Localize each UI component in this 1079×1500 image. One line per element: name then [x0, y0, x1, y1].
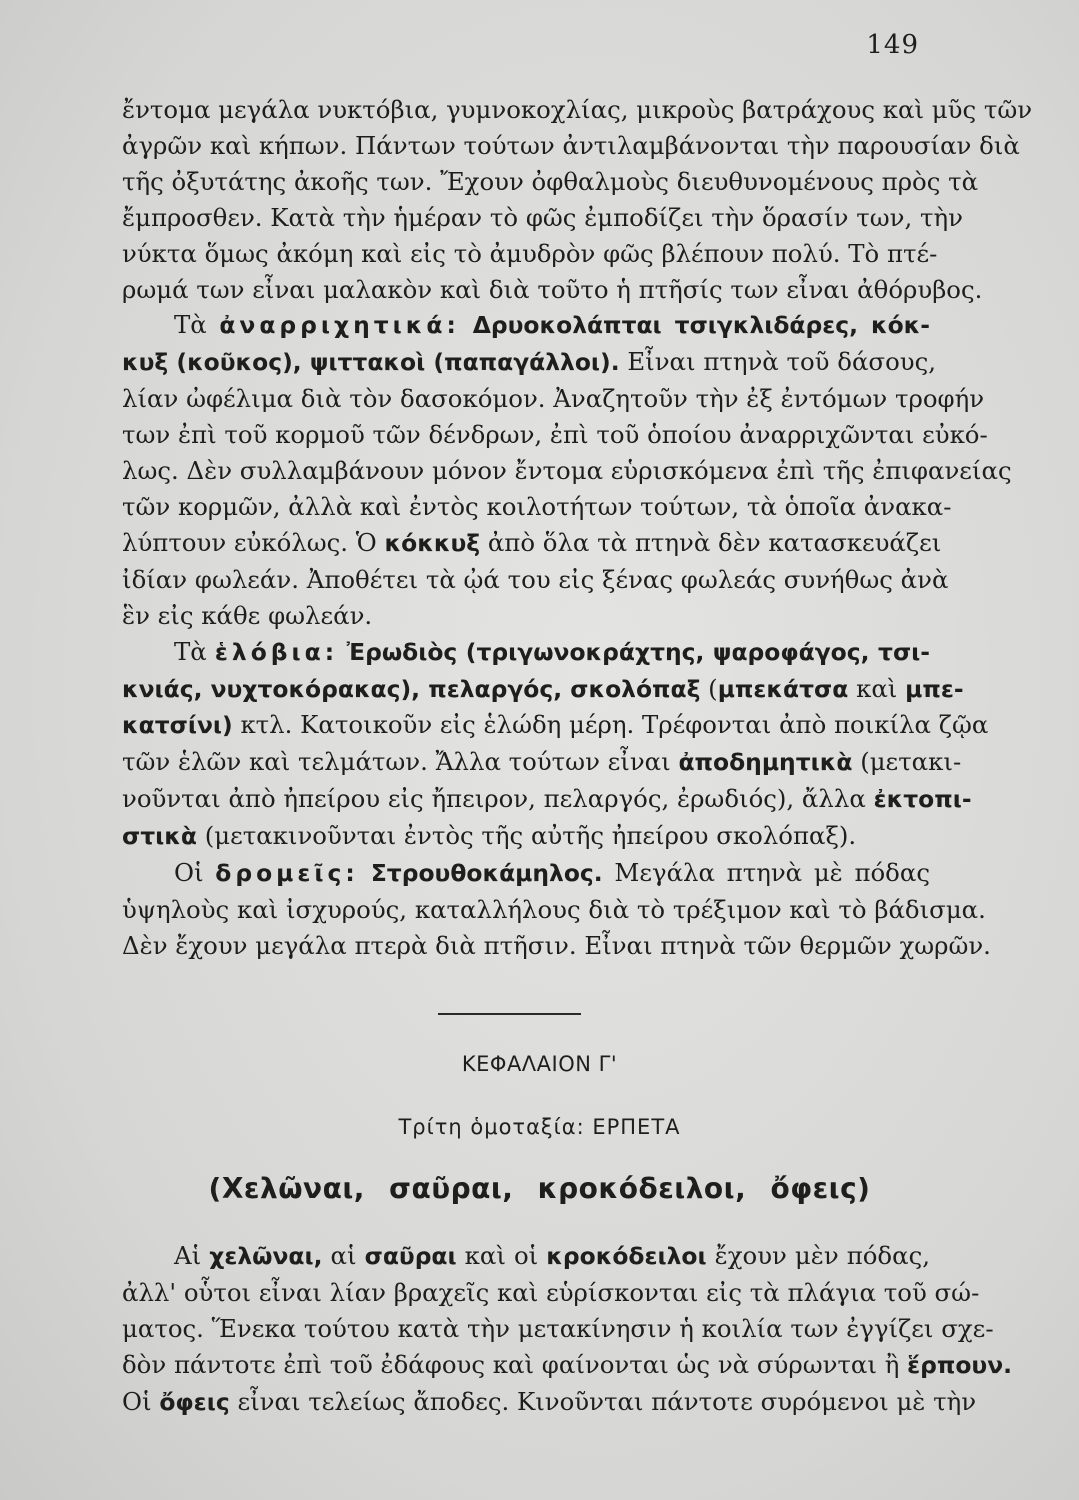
text-run: καὶ	[848, 673, 906, 703]
text-line	[122, 344, 936, 381]
text-run: Εἶναι πτηνὰ τοῦ δάσους,	[619, 347, 936, 377]
term-bold: ἑλόβια:	[214, 637, 339, 666]
text-run: αἱ	[322, 1241, 365, 1270]
text-line: ἀλλ' οὗτοι εἶναι λίαν βραχεῖς καὶ εὑρίσκονται εἰς τὰ πλάγια τοῦ σώ-	[122, 1277, 980, 1307]
body-text-upper	[122, 92, 1033, 964]
text-run: Τὰ	[174, 636, 215, 666]
text-line	[122, 634, 930, 671]
section-divider	[438, 1013, 581, 1015]
text-line	[122, 818, 930, 855]
text-run: (μετακινοῦνται ἐντὸς τῆς αὐτῆς ἠπείρου σκολόπαξ).	[196, 821, 857, 851]
text-line	[122, 781, 972, 818]
term-bold: κατσίνι)	[122, 711, 233, 740]
term-bold: κυξ (κοῦκος), ψιττακοὶ (παπαγάλλοι).	[122, 348, 620, 377]
text-line	[122, 1384, 977, 1421]
term-bold: μπε-	[905, 674, 964, 703]
text-line: ἰδίαν φωλεάν. Ἀποθέτει τὰ ᾠά του εἰς ξένας φωλεάς συνήθως ἀνὰ	[122, 564, 949, 594]
text-run: νοῦνται ἀπὸ ἠπείρου εἰς ἤπειρον, πελαργός, ἐρωδιός), ἄλλα	[122, 784, 874, 814]
text-run: Αἱ	[174, 1241, 210, 1270]
text-run: (μετακι-	[852, 747, 962, 777]
text-run: εἶναι τελείως ἄποδες. Κινοῦνται πάντοτε συρόμενοι μὲ τὴν	[229, 1386, 977, 1416]
term-bold: Ἐρωδιὸς (τριγωνοκράχτης, ψαροφάγος, τσι-	[338, 637, 930, 666]
text-line: ρωμά των εἶναι μαλακὸν καὶ διὰ τοῦτο ἡ πτῆσίς των εἶναι ἀθόρυβος.	[122, 274, 983, 304]
text-run: κτλ. Κατοικοῦν εἰς ἑλώδη μέρη. Τρέφονται ἀπὸ ποικίλα ζῷα	[232, 710, 989, 740]
text-line: ἓν εἰς κάθε φωλεάν.	[122, 600, 373, 630]
chapter-title: ΚΕΦΑΛΑΙΟΝ Γ'	[461, 1052, 618, 1076]
text-line	[122, 525, 942, 562]
text-line: ὑψηλοὺς καὶ ἰσχυρούς, καταλλήλους διὰ τὸ τρέξιμον καὶ τὸ βάδισμα.	[122, 894, 986, 924]
term-bold: ἐκτοπι-	[873, 785, 972, 814]
text-line	[122, 744, 962, 781]
text-run: τῶν ἑλῶν καὶ τελμάτων. Ἄλλα τούτων εἶναι	[122, 747, 679, 777]
text-line: λίαν ὠφέλιμα διὰ τὸν δασοκόμον. Ἀναζητοῦν τὴν ἐξ ἐντόμων τροφήν	[122, 384, 985, 414]
text-run: λύπτουν εὐκόλως. Ὁ	[122, 527, 385, 557]
text-line	[122, 707, 989, 744]
term-bold: σαῦραι	[364, 1242, 457, 1270]
term-bold: μπεκάτσα	[717, 674, 849, 703]
term-bold: κνιάς, νυχτοκόρακας), πελαργός, σκολόπαξ	[122, 674, 701, 703]
text-line	[122, 307, 930, 344]
chapter-heading: (Χελῶναι, σαῦραι, κροκόδειλοι, ὄφεις)	[208, 1172, 871, 1205]
text-line: ἔντομα μεγάλα νυκτόβια, γυμνοκοχλίας, μικροὺς βατράχους καὶ μῦς τῶν	[122, 95, 1033, 124]
text-line	[122, 855, 930, 892]
text-run: δὸν πάντοτε ἐπὶ τοῦ ἐδάφους καὶ φαίνονται ὡς νὰ σύρωνται ἢ	[122, 1349, 908, 1379]
term-bold: κόκκυξ	[384, 528, 481, 557]
text-line	[122, 1238, 930, 1275]
text-line: των ἐπὶ τοῦ κορμοῦ τῶν δένδρων, ἐπὶ τοῦ ὁποίου ἀναρριχῶνται εὐκό-	[122, 420, 988, 450]
text-line: ἔμπροσθεν. Κατὰ τὴν ἡμέραν τὸ φῶς ἐμποδίζει τὴν ὅρασίν των, τὴν	[122, 202, 963, 232]
term-bold: κροκόδειλοι	[546, 1242, 707, 1270]
chapter-subtitle: Τρίτη ὁμοταξία: ΕΡΠΕΤΑ	[398, 1115, 681, 1139]
text-line: νύκτα ὅμως ἀκόμη καὶ εἰς τὸ ἀμυδρὸν φῶς βλέπουν πολύ. Τὸ πτέ-	[122, 238, 938, 268]
term-bold: ἀναρριχητικά:	[219, 311, 460, 340]
term-bold: ἀποδημητικὰ	[678, 748, 853, 777]
text-line	[122, 671, 964, 708]
text-line: τῶν κορμῶν, ἀλλὰ καὶ ἐντὸς κοιλοτήτων τούτων, τὰ ὁποῖα ἀνακα-	[122, 491, 952, 521]
text-line: Δὲν ἔχουν μεγάλα πτερὰ διὰ πτῆσιν. Εἶναι πτηνὰ τῶν θερμῶν χωρῶν.	[122, 930, 991, 960]
text-run: ἀπὸ ὅλα τὰ πτηνὰ δὲν κατασκευάζει	[480, 527, 942, 557]
text-run: Οἱ	[174, 858, 216, 888]
text-run: Τὰ	[174, 310, 220, 340]
term-bold: Στρουθοκάμηλος.	[358, 859, 603, 888]
text-line: ματος. Ἕνεκα τούτου κατὰ τὴν μετακίνησιν ἡ κοιλία των ἐγγίζει σχε-	[122, 1313, 994, 1343]
term-bold: δρομεῖς:	[215, 859, 359, 888]
text-run: Μεγάλα πτηνὰ μὲ πόδας	[602, 858, 930, 888]
page-number: 149	[866, 30, 919, 60]
term-bold: Δρυοκολάπται τσιγκλιδάρες, κόκ-	[459, 311, 930, 340]
text-line: τῆς ὀξυτάτης ἀκοῆς των. Ἔχουν ὀφθαλμοὺς διευθυνομένους πρὸς τὰ	[122, 166, 979, 196]
term-bold: χελῶναι,	[209, 1242, 323, 1270]
text-line: ἀγρῶν καὶ κήπων. Πάντων τούτων ἀντιλαμβάνονται τὴν παρουσίαν διὰ	[122, 130, 1020, 160]
text-run: Οἱ	[122, 1386, 160, 1416]
text-line	[122, 1347, 1013, 1384]
term-bold: ἕρπουν.	[907, 1350, 1013, 1379]
body-text-lower	[122, 1238, 1013, 1421]
text-run: (	[700, 673, 718, 703]
text-line: λως. Δὲν συλλαμβάνουν μόνον ἔντομα εὑρισκόμενα ἐπὶ τῆς ἐπιφανείας	[122, 456, 1012, 486]
text-run: ἔχουν μὲν πόδας,	[706, 1241, 930, 1270]
text-run: καὶ οἱ	[456, 1241, 547, 1270]
term-bold: στικὰ	[122, 822, 197, 851]
term-bold: ὄφεις	[159, 1387, 230, 1416]
